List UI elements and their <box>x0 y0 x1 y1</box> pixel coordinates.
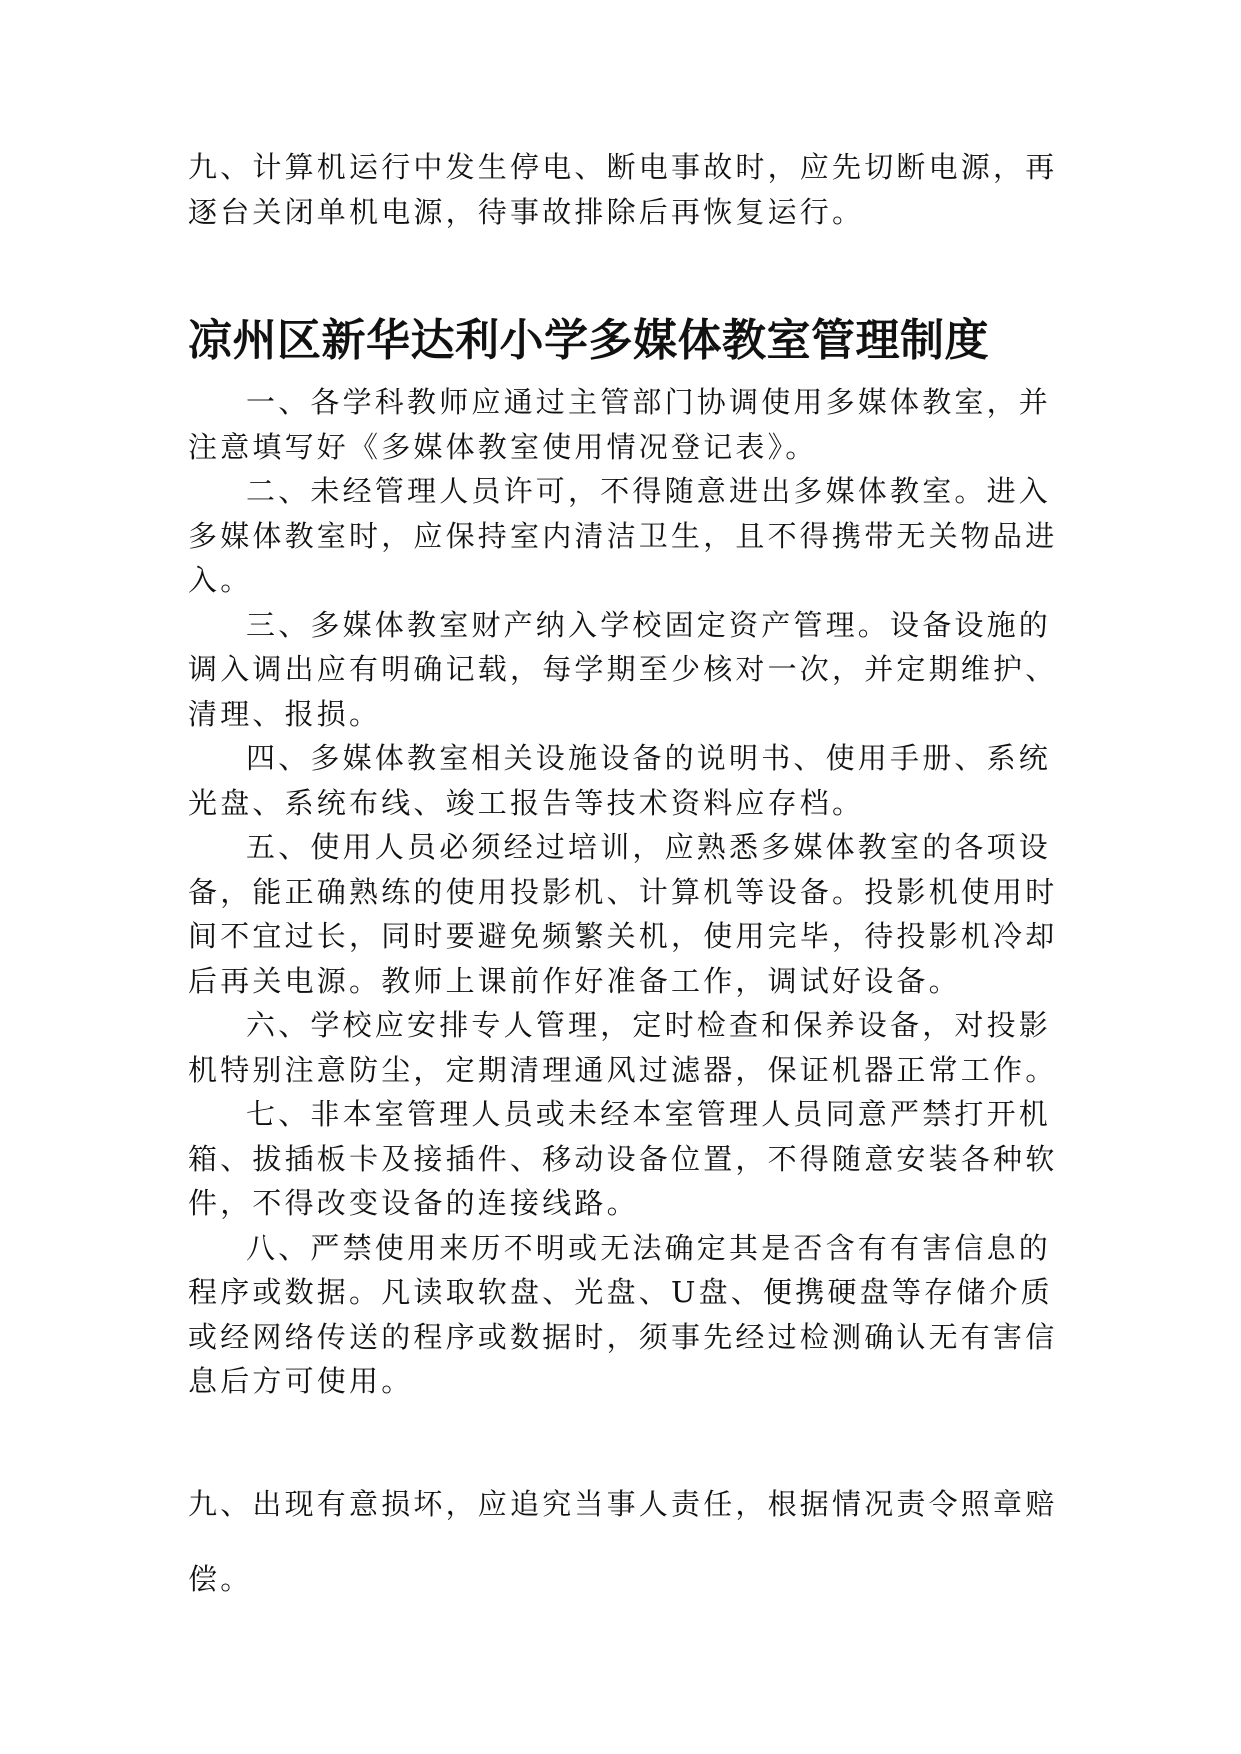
rule-1: 一、各学科教师应通过主管部门协调使用多媒体教室，并注意填写好《多媒体教室使用情况登记表》。 <box>188 385 1052 464</box>
rule-3: 三、多媒体教室财产纳入学校固定资产管理。设备设施的调入调出应有明确记载，每学期至少核对一次，并定期维护、清理、报损。 <box>188 607 1058 731</box>
rule-5: 五、使用人员必须经过培训，应熟悉多媒体教室的各项设备，能正确熟练的使用投影机、计算机等设备。投影机使用时间不宜过长，同时要避免频繁关机，使用完毕，待投影机冷却后再关电源。教师上课前作好准备工作，调试好设备。 <box>188 830 1058 998</box>
rules-list <box>188 380 1058 1404</box>
rule-8: 八、严禁使用来历不明或无法确定其是否含有有害信息的程序或数据。凡读取软盘、光盘、U盘、便携硬盘等存储介质或经网络传送的程序或数据时，须事先经过检测确认无有害信息后方可使用。 <box>188 1230 1058 1398</box>
final-paragraph: 九、出现有意损坏，应追究当事人责任，根据情况责令照章赔偿。 <box>188 1487 1058 1596</box>
rule-6: 六、学校应安排专人管理，定时检查和保养设备，对投影机特别注意防尘，定期清理通风过滤器，保证机器正常工作。 <box>188 1008 1058 1087</box>
document-title: 凉州区新华达利小学多媒体教室管理制度 <box>188 315 989 366</box>
rule-2: 二、未经管理人员许可，不得随意进出多媒体教室。进入多媒体教室时，应保持室内清洁卫生，且不得携带无关物品进入。 <box>188 474 1058 597</box>
rule-7: 七、非本室管理人员或未经本室管理人员同意严禁打开机箱、拔插板卡及接插件、移动设备位置，不得随意安装各种软件，不得改变设备的连接线路。 <box>188 1097 1058 1220</box>
rule-4: 四、多媒体教室相关设施设备的说明书、使用手册、系统光盘、系统布线、竣工报告等技术资料应存档。 <box>188 741 1052 820</box>
intro-paragraph: 九、计算机运行中发生停电、断电事故时，应先切断电源，再逐台关闭单机电源，待事故排除后再恢复运行。 <box>188 150 1058 229</box>
